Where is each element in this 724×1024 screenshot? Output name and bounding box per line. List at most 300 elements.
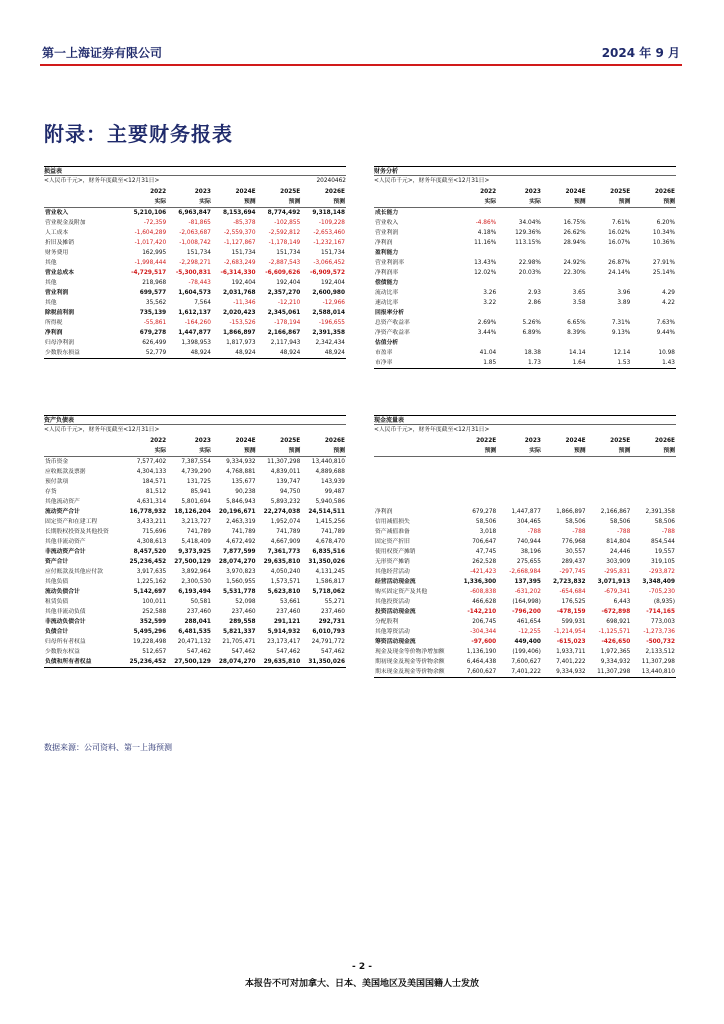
- blank-cell: [542, 477, 587, 487]
- value-cell: 3,970,823: [226, 569, 256, 575]
- value-cell: [453, 278, 498, 288]
- table-row: [374, 597, 676, 607]
- blank-cell: [631, 457, 676, 467]
- blank-cell: [587, 477, 632, 487]
- value-cell: 6.20%: [656, 220, 675, 226]
- row-label: 其他: [45, 280, 57, 286]
- value-cell: [497, 338, 542, 348]
- value-cell: 5,846,943: [226, 499, 256, 505]
- value-cell: 699,577: [139, 290, 167, 296]
- table-row: [374, 228, 676, 238]
- value-cell: 4,631,314: [136, 499, 167, 505]
- value-cell: 3,917,635: [136, 569, 167, 575]
- value-cell: 1,136,190: [466, 648, 497, 655]
- row-label: 除税前利润: [45, 310, 74, 316]
- row-label: 存货: [45, 489, 57, 495]
- value-cell: 4,308,613: [136, 539, 167, 545]
- blank-cell: [631, 497, 676, 507]
- row-label: 折旧及摊销: [45, 240, 74, 246]
- type-header: 实际: [199, 448, 211, 454]
- blank-row: [374, 477, 676, 487]
- value-cell: -2,683,249: [223, 260, 256, 266]
- blank-row: [374, 497, 676, 507]
- unit-note-text: <人民币千元>，财务年度截至<12月31日>: [44, 178, 160, 184]
- value-cell: 48,924: [279, 350, 301, 356]
- value-cell: [497, 278, 542, 288]
- value-cell: 1.43: [662, 360, 675, 366]
- value-cell: 3.44%: [477, 330, 497, 336]
- year-header: 2025E: [610, 438, 631, 444]
- row-label: 营业总成本: [45, 270, 74, 276]
- value-cell: 4,667,909: [270, 539, 301, 545]
- value-cell: 4,889,688: [315, 469, 345, 475]
- table-row: [374, 507, 676, 517]
- value-cell: 1,225,162: [136, 579, 167, 585]
- row-label: 非流动资产合计: [45, 549, 86, 555]
- value-cell: 139,747: [276, 479, 301, 485]
- value-cell: 22,274,038: [263, 509, 301, 515]
- value-cell: 4.22: [662, 300, 675, 306]
- value-cell: 2,342,434: [315, 340, 345, 346]
- blank-cell: [453, 497, 498, 507]
- table-row: [44, 248, 346, 258]
- table-row: [44, 607, 346, 617]
- value-cell: 2,117,943: [270, 340, 301, 346]
- type-header-row: [44, 197, 346, 208]
- value-cell: 90,238: [235, 489, 256, 495]
- unit-note: [44, 176, 346, 187]
- value-cell: 4,304,133: [136, 469, 167, 475]
- blank-cell: [542, 487, 587, 497]
- row-label: 所得税: [45, 320, 63, 326]
- value-cell: 25,236,452: [129, 559, 167, 565]
- value-cell: 1,586,817: [315, 579, 345, 585]
- value-cell: 81,512: [145, 489, 167, 495]
- value-cell: 292,731: [318, 619, 345, 625]
- value-cell: 3.65: [572, 290, 586, 296]
- table-row: [374, 577, 676, 587]
- value-cell: 22.30%: [563, 270, 586, 276]
- table-row: [374, 637, 676, 647]
- value-cell: 7,401,222: [556, 658, 586, 665]
- value-cell: 24,791,772: [311, 639, 345, 645]
- row-label: 市净率: [375, 360, 393, 366]
- value-cell: 352,599: [139, 619, 167, 625]
- table-row: [374, 238, 676, 248]
- header-blank: [44, 187, 123, 197]
- year-header-row: [374, 187, 676, 197]
- value-cell: -615,023: [556, 638, 586, 645]
- row-label: 少数股东损益: [45, 350, 80, 356]
- value-cell: -500,732: [646, 638, 675, 645]
- value-cell: 1,612,137: [178, 310, 211, 316]
- value-cell: -631,202: [514, 588, 541, 595]
- value-cell: -1,273,736: [643, 628, 675, 635]
- value-cell: -1,178,149: [268, 240, 301, 246]
- row-label: 总资产收益率: [375, 320, 410, 326]
- table-row: [44, 577, 346, 587]
- value-cell: 192,404: [321, 280, 345, 286]
- value-cell: 20.03%: [518, 270, 541, 276]
- row-label: 其他非流动负债: [45, 609, 86, 615]
- balance-sheet-table: [44, 415, 346, 668]
- header-divider: [40, 64, 682, 66]
- type-header: 预测: [573, 448, 586, 454]
- row-label: 分配股利: [375, 618, 399, 625]
- value-cell: 1,866,897: [556, 508, 586, 515]
- value-cell: 741,789: [321, 529, 345, 535]
- value-cell: (8,935): [653, 598, 675, 605]
- blank-cell: [631, 477, 676, 487]
- unit-note: <人民币千元>，财务年度截至<12月31日>: [374, 427, 490, 433]
- value-cell: 135,677: [231, 479, 256, 485]
- table-row: [44, 477, 346, 487]
- value-cell: -81,865: [188, 220, 211, 226]
- type-header: 预测: [288, 448, 301, 454]
- value-cell: 11,307,298: [597, 668, 631, 675]
- blank-cell: [453, 487, 498, 497]
- value-cell: -788: [617, 528, 631, 535]
- year-header: 2022: [480, 189, 497, 195]
- value-cell: [631, 248, 676, 258]
- value-cell: 4.18%: [477, 230, 497, 236]
- value-cell: 22.98%: [518, 260, 541, 266]
- value-cell: 192,404: [276, 280, 301, 286]
- value-cell: 3,018: [479, 528, 497, 535]
- row-label: 净利润率: [375, 270, 399, 276]
- value-cell: 24.92%: [563, 260, 586, 266]
- row-label: 非流动负债合计: [45, 619, 86, 625]
- row-label: 应收账款及票据: [45, 469, 86, 475]
- value-cell: 7,361,773: [267, 549, 301, 555]
- value-cell: 2,166,867: [600, 508, 631, 515]
- value-cell: [587, 338, 632, 348]
- value-cell: 1,604,573: [178, 290, 211, 296]
- type-header: 预测: [573, 199, 586, 205]
- value-cell: 16,778,932: [129, 509, 167, 515]
- value-cell: 2,463,319: [226, 519, 256, 525]
- row-label: 营业利润率: [375, 260, 404, 266]
- table-row: [44, 537, 346, 547]
- value-cell: 192,404: [231, 280, 256, 286]
- value-cell: -11,346: [233, 300, 256, 306]
- row-label: 信用减值损失: [375, 518, 410, 525]
- table-row: [374, 218, 676, 228]
- row-label: 速动比率: [375, 300, 399, 306]
- value-cell: 1,817,973: [226, 340, 256, 346]
- table-row: [374, 587, 676, 597]
- value-cell: -6,909,572: [309, 270, 345, 276]
- row-label: 净利润: [45, 330, 63, 336]
- value-cell: 7,401,222: [511, 668, 541, 675]
- year-header: 2023: [524, 438, 541, 444]
- value-cell: 2,391,358: [645, 508, 675, 515]
- value-cell: 151,734: [321, 250, 345, 256]
- blank-cell: [374, 477, 453, 487]
- value-cell: 275,655: [516, 558, 541, 565]
- value-cell: 24,514,511: [308, 509, 345, 515]
- row-label: 其他: [45, 300, 57, 306]
- row-label: 负债和所有者权益: [45, 659, 92, 665]
- row-label: 其他非流动资产: [45, 539, 86, 545]
- blank-cell: [631, 467, 676, 477]
- value-cell: (199,406): [512, 648, 541, 655]
- table-row: [374, 318, 676, 328]
- table-row: [44, 497, 346, 507]
- value-cell: [453, 338, 498, 348]
- value-cell: 237,460: [276, 609, 301, 615]
- value-cell: 3,348,409: [642, 578, 675, 585]
- row-label: 营业税金及附加: [45, 220, 86, 226]
- value-cell: 47,745: [475, 548, 497, 555]
- blank-cell: [542, 457, 587, 467]
- value-cell: 25.14%: [652, 270, 675, 276]
- value-cell: -1,125,571: [598, 628, 631, 635]
- value-cell: 4,839,011: [270, 469, 301, 475]
- blank-cell: [374, 467, 453, 477]
- table-row: [44, 467, 346, 477]
- blank-cell: [497, 457, 542, 467]
- value-cell: 706,647: [472, 538, 497, 545]
- value-cell: 28,074,270: [218, 559, 256, 565]
- value-cell: -2,592,812: [268, 230, 301, 236]
- value-cell: 1.73: [527, 360, 541, 366]
- value-cell: -55,861: [143, 320, 167, 326]
- value-cell: 4.29: [662, 290, 675, 296]
- table-grid: [44, 436, 346, 668]
- value-cell: 10.36%: [652, 240, 675, 246]
- value-cell: 715,696: [142, 529, 167, 535]
- blank-cell: [497, 487, 542, 497]
- table-row: [374, 547, 676, 557]
- type-header: 预测: [333, 448, 345, 454]
- value-cell: 2,588,014: [312, 310, 345, 316]
- value-cell: -1,998,444: [134, 260, 167, 266]
- table-title: 资产负债表: [44, 415, 346, 425]
- value-cell: -478,159: [556, 608, 586, 615]
- section-row: [374, 338, 676, 348]
- value-cell: 3,433,211: [136, 519, 167, 525]
- value-cell: 137,395: [514, 578, 541, 585]
- value-cell: 53,661: [279, 599, 301, 605]
- value-cell: 12.14: [613, 350, 631, 356]
- type-header: 实际: [154, 199, 167, 205]
- value-cell: 599,931: [561, 618, 586, 625]
- value-cell: 55,271: [324, 599, 345, 605]
- value-cell: 3,071,913: [597, 578, 631, 585]
- value-cell: 16.02%: [608, 230, 631, 236]
- value-cell: 547,462: [231, 649, 256, 655]
- year-header: 2023: [194, 189, 211, 195]
- table-row: [44, 527, 346, 537]
- year-header-row: [44, 187, 346, 197]
- row-label: 净资产收益率: [375, 330, 410, 336]
- value-cell: -421,423: [470, 568, 497, 575]
- value-cell: 288,041: [184, 619, 211, 625]
- table-row: [44, 637, 346, 647]
- row-label: 成长能力: [375, 210, 399, 216]
- value-cell: -109,228: [318, 220, 345, 226]
- value-cell: 27.91%: [652, 260, 675, 266]
- value-cell: 16.07%: [608, 240, 631, 246]
- year-header: 2024E: [565, 189, 586, 195]
- value-cell: 5,940,586: [315, 499, 345, 505]
- row-label: 应付账款及其他应付款: [45, 569, 103, 575]
- table-row: [44, 547, 346, 557]
- value-cell: -142,210: [467, 608, 497, 615]
- value-cell: 5,623,810: [267, 589, 301, 595]
- value-cell: 1,560,955: [226, 579, 256, 585]
- cash-flow-table: [374, 415, 676, 678]
- value-cell: 2.69%: [477, 320, 497, 326]
- page-number: - 2 -: [352, 962, 372, 972]
- value-cell: 6,010,793: [312, 629, 345, 635]
- value-cell: 9,334,932: [226, 459, 256, 465]
- value-cell: 162,995: [142, 250, 167, 256]
- value-cell: 6.65%: [567, 320, 586, 326]
- value-cell: 3.96: [617, 290, 631, 296]
- table-row: [374, 358, 676, 369]
- year-header: 2025E: [610, 189, 631, 195]
- value-cell: 2,600,980: [312, 290, 345, 296]
- value-cell: 13.43%: [474, 260, 497, 266]
- value-cell: 547,462: [186, 649, 211, 655]
- value-cell: 626,499: [142, 340, 167, 346]
- year-header: 2025E: [280, 438, 301, 444]
- value-cell: 1.53: [617, 360, 631, 366]
- value-cell: 38,196: [520, 548, 541, 555]
- type-header: 预测: [663, 199, 675, 205]
- value-cell: 29,635,810: [263, 659, 301, 665]
- table-title: 现金流量表: [374, 415, 676, 425]
- value-cell: [453, 208, 498, 219]
- value-cell: 547,462: [321, 649, 345, 655]
- value-cell: [453, 248, 498, 258]
- value-cell: 512,657: [142, 649, 167, 655]
- value-cell: 5,718,062: [312, 589, 345, 595]
- value-cell: 5,801,694: [181, 499, 211, 505]
- year-header: 2023: [524, 189, 541, 195]
- year-header: 2023: [194, 438, 211, 444]
- value-cell: 176,525: [561, 598, 586, 605]
- value-cell: 2,020,423: [222, 310, 256, 316]
- value-cell: 1,972,365: [600, 648, 631, 655]
- value-cell: 4,768,881: [226, 469, 256, 475]
- value-cell: 20,196,671: [218, 509, 256, 515]
- row-label: 回报率分析: [375, 310, 404, 316]
- type-header: 实际: [154, 448, 167, 454]
- unit-note: <人民币千元>，财务年度截至<12月31日>: [374, 178, 490, 184]
- value-cell: -6,314,330: [220, 270, 256, 276]
- value-cell: 151,734: [231, 250, 256, 256]
- table-row: [44, 218, 346, 228]
- value-cell: 5,893,232: [270, 499, 301, 505]
- value-cell: 7,564: [194, 300, 211, 306]
- row-label: 租赁负债: [45, 599, 69, 605]
- value-cell: 19,557: [654, 548, 675, 555]
- value-cell: 6,443: [613, 598, 631, 605]
- header-blank: [374, 197, 453, 208]
- row-label: 经营活动现金流: [375, 578, 416, 585]
- type-header: 预测: [288, 199, 301, 205]
- row-label: 其他筹资活动: [375, 628, 410, 635]
- value-cell: 41.04: [479, 350, 497, 356]
- year-header-row: [374, 436, 676, 446]
- row-label: 固定资产和在建工程: [45, 519, 98, 525]
- value-cell: 18,126,204: [174, 509, 211, 515]
- header-blank: [374, 436, 453, 446]
- value-cell: -1,008,742: [179, 240, 211, 246]
- type-header: 实际: [484, 199, 497, 205]
- year-header: 2022: [150, 189, 167, 195]
- blank-cell: [542, 497, 587, 507]
- table-row: [44, 627, 346, 637]
- table-row: [44, 597, 346, 607]
- table-row: [44, 557, 346, 567]
- value-cell: 2.93: [527, 290, 541, 296]
- value-cell: 2.86: [527, 300, 541, 306]
- value-cell: 4,131,245: [315, 569, 345, 575]
- financial-analysis-table: [374, 166, 676, 369]
- value-cell: -714,165: [646, 608, 675, 615]
- value-cell: -178,194: [274, 320, 301, 326]
- value-cell: 289,437: [561, 558, 586, 565]
- header-blank: [44, 197, 123, 208]
- value-cell: 7,600,627: [466, 668, 497, 675]
- value-cell: 16.75%: [563, 220, 586, 226]
- type-header-row: [374, 197, 676, 208]
- value-cell: 9,334,932: [556, 668, 586, 675]
- value-cell: 27,500,129: [174, 559, 211, 565]
- income-statement-table: [44, 166, 346, 359]
- value-cell: 48,924: [235, 350, 256, 356]
- table-row: [44, 338, 346, 348]
- type-header-row: [44, 446, 346, 457]
- value-cell: 20,471,132: [177, 639, 211, 645]
- value-cell: -654,684: [559, 588, 586, 595]
- value-cell: 7.61%: [611, 220, 631, 226]
- value-cell: 26.62%: [563, 230, 586, 236]
- row-label: 其他流动资产: [45, 499, 80, 505]
- value-cell: 289,558: [229, 619, 256, 625]
- value-cell: 52,098: [235, 599, 256, 605]
- type-header: 实际: [529, 448, 541, 454]
- row-label: 人工成本: [45, 230, 69, 236]
- table-row: [374, 627, 676, 637]
- value-cell: -4.86%: [475, 220, 497, 226]
- value-cell: 237,460: [321, 609, 345, 615]
- value-cell: 1,447,877: [178, 330, 211, 336]
- value-cell: 24.14%: [608, 270, 631, 276]
- table-row: [374, 537, 676, 547]
- value-cell: 18.38: [524, 350, 541, 356]
- blank-row: [374, 487, 676, 497]
- value-cell: 6,464,438: [466, 658, 497, 665]
- value-cell: [542, 338, 587, 348]
- row-label: 营业收入: [45, 210, 69, 216]
- row-label: 流动负债合计: [45, 589, 80, 595]
- type-header: 预测: [663, 448, 675, 454]
- blank-cell: [374, 457, 453, 467]
- row-label: 期末现金及现金等价物余额: [375, 668, 445, 675]
- table-grid: [374, 187, 676, 369]
- blank-cell: [542, 467, 587, 477]
- table-row: [374, 527, 676, 537]
- row-label: 净利润: [375, 240, 393, 246]
- year-header: 2026E: [654, 189, 675, 195]
- value-cell: 5.26%: [522, 320, 541, 326]
- value-cell: 7,877,599: [222, 549, 256, 555]
